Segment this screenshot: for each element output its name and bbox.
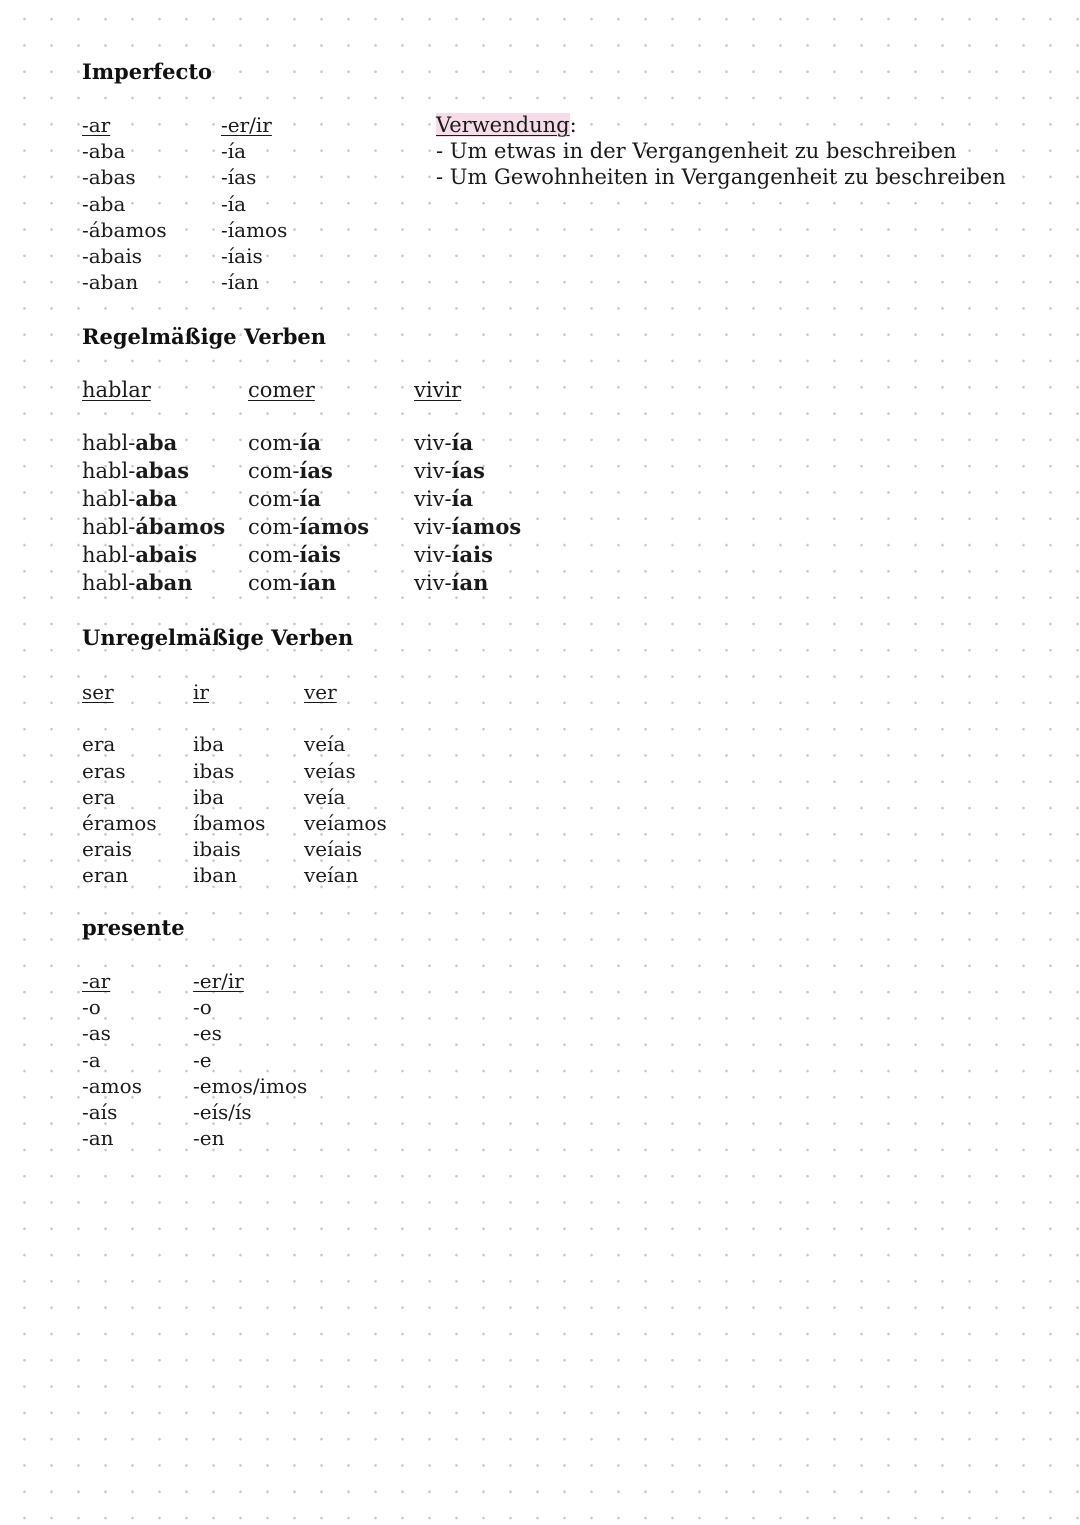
imperfecto-heading: Imperfecto (82, 59, 213, 84)
verb-ending: ías (451, 458, 485, 483)
conjugated-form (414, 541, 521, 569)
conjugated-form (414, 485, 521, 513)
imperfecto-ar-ending: -aba (82, 139, 126, 164)
conjugated-form: ibas (193, 758, 235, 783)
ser-conjugation (82, 679, 157, 889)
verb-ending: íamos (299, 514, 370, 539)
verb-stem: com- (248, 515, 300, 539)
spacer (82, 705, 157, 731)
conjugated-form: era (82, 732, 116, 757)
conjugated-form (82, 569, 225, 597)
verb-stem: habl- (82, 487, 136, 511)
verb-stem: habl- (82, 515, 136, 539)
imperfecto-erir-ending: -ían (221, 270, 259, 295)
verb-ending: abais (135, 542, 198, 567)
comer-conjugation (248, 429, 369, 597)
spacer (193, 705, 265, 731)
conjugated-form (248, 457, 369, 485)
presente-ar-ending: -amos (82, 1073, 142, 1098)
verb-stem: habl- (82, 571, 136, 595)
conjugated-form: veía (304, 784, 346, 809)
verb-stem: com- (248, 431, 300, 455)
irregular-verbs-heading: Unregelmäßige Verben (82, 625, 354, 650)
verb-stem: habl- (82, 459, 136, 483)
conjugated-form (82, 541, 225, 569)
usage-heading (436, 112, 1006, 138)
usage-item: - Um Gewohnheiten in Vergangenheit zu beschreiben (436, 165, 1006, 190)
verb-ending: ía (299, 486, 322, 511)
verb-ending: aba (135, 486, 178, 511)
presente-ar-header: -ar (82, 969, 111, 993)
conjugated-form: erais (82, 837, 132, 862)
presente-erir-ending: -o (193, 995, 212, 1020)
verb-infinitive-comer: comer (248, 378, 315, 402)
conjugated-form (82, 457, 225, 485)
presente-ar-ending: -aís (82, 1099, 118, 1124)
verb-ending: aba (135, 430, 178, 455)
conjugated-form (414, 569, 521, 597)
ir-conjugation (193, 679, 265, 889)
imperfecto-erir-ending: -ías (221, 165, 257, 190)
conjugated-form (248, 569, 369, 597)
presente-erir-column (193, 968, 307, 1151)
conjugated-form (248, 513, 369, 541)
conjugated-form (248, 429, 369, 457)
verb-infinitive-hablar: hablar (82, 378, 151, 402)
regular-verbs-heading: Regelmäßige Verben (82, 324, 327, 349)
presente-ar-column (82, 968, 142, 1151)
conjugated-form (248, 541, 369, 569)
presente-erir-ending: -es (193, 1021, 222, 1046)
vivir-conjugation (414, 429, 521, 597)
presente-erir-header: -er/ir (193, 969, 244, 993)
hablar-conjugation (82, 429, 225, 597)
imperfecto-erir-ending: -ía (221, 191, 247, 216)
verb-stem: viv- (414, 571, 452, 595)
verb-ending: ían (451, 570, 489, 595)
verb-stem: com- (248, 543, 300, 567)
conjugated-form: veíamos (304, 810, 387, 835)
imperfecto-erir-ending: -ía (221, 139, 247, 164)
conjugated-form: veíais (304, 837, 363, 862)
usage-item: - Um etwas in der Vergangenheit zu beschreiben (436, 139, 957, 164)
imperfecto-ar-ending: -abais (82, 243, 143, 268)
presente-erir-ending: -eís/ís (193, 1099, 252, 1124)
imperfecto-erir-column (221, 112, 287, 295)
conjugated-form: veían (304, 863, 359, 888)
verb-infinitive-ser: ser (82, 680, 114, 704)
verb-stem: com- (248, 459, 300, 483)
conjugated-form (82, 429, 225, 457)
conjugated-form (82, 513, 225, 541)
usage-note (436, 112, 1006, 191)
conjugated-form: iba (193, 732, 225, 757)
usage-label: Verwendung (436, 113, 570, 137)
verb-ending: ían (299, 570, 337, 595)
conjugated-form: iban (193, 863, 238, 888)
ver-conjugation (304, 679, 387, 889)
imperfecto-ar-column (82, 112, 167, 295)
verb-ending: ía (299, 430, 322, 455)
verb-stem: viv- (414, 515, 452, 539)
verb-stem: viv- (414, 431, 452, 455)
verb-infinitive-ir: ir (193, 680, 209, 704)
verb-stem: viv- (414, 459, 452, 483)
verb-ending: ía (451, 486, 474, 511)
verb-stem: com- (248, 487, 300, 511)
conjugated-form (248, 485, 369, 513)
imperfecto-ar-header: -ar (82, 113, 111, 137)
conjugated-form: eran (82, 863, 129, 888)
conjugated-form: iba (193, 784, 225, 809)
verb-ending: ábamos (135, 514, 226, 539)
imperfecto-ar-ending: -abas (82, 165, 136, 190)
verb-stem: viv- (414, 487, 452, 511)
presente-heading: presente (82, 915, 185, 940)
imperfecto-erir-header: -er/ir (221, 113, 272, 137)
verb-ending: abas (135, 458, 190, 483)
conjugated-form: éramos (82, 810, 157, 835)
conjugated-form (414, 429, 521, 457)
verb-stem: habl- (82, 431, 136, 455)
presente-ar-ending: -o (82, 995, 101, 1020)
verb-infinitive-ver: ver (304, 680, 337, 704)
spacer (304, 705, 387, 731)
conjugated-form: ibais (193, 837, 241, 862)
conjugated-form: íbamos (193, 810, 266, 835)
imperfecto-erir-ending: -íamos (221, 217, 288, 242)
imperfecto-ar-ending: -ábamos (82, 217, 167, 242)
conjugated-form (414, 457, 521, 485)
presente-erir-ending: -e (193, 1047, 212, 1072)
conjugated-form (82, 485, 225, 513)
conjugated-form: veía (304, 732, 346, 757)
presente-erir-ending: -emos/imos (193, 1073, 308, 1098)
presente-ar-ending: -a (82, 1047, 101, 1072)
conjugated-form: eras (82, 758, 126, 783)
presente-ar-ending: -an (82, 1126, 114, 1151)
verb-ending: íais (299, 542, 341, 567)
presente-ar-ending: -as (82, 1021, 111, 1046)
conjugated-form: era (82, 784, 116, 809)
verb-ending: aban (135, 570, 193, 595)
verb-stem: com- (248, 571, 300, 595)
conjugated-form (414, 513, 521, 541)
imperfecto-erir-ending: -íais (221, 243, 263, 268)
presente-erir-ending: -en (193, 1126, 225, 1151)
imperfecto-ar-ending: -aba (82, 191, 126, 216)
verb-stem: habl- (82, 543, 136, 567)
verb-ending: ía (451, 430, 474, 455)
verb-ending: íamos (451, 514, 522, 539)
verb-ending: íais (451, 542, 493, 567)
verb-ending: ías (299, 458, 333, 483)
conjugated-form: veías (304, 758, 356, 783)
usage-colon: : (569, 113, 577, 137)
verb-stem: viv- (414, 543, 452, 567)
verb-infinitive-vivir: vivir (414, 378, 462, 402)
imperfecto-ar-ending: -aban (82, 270, 139, 295)
